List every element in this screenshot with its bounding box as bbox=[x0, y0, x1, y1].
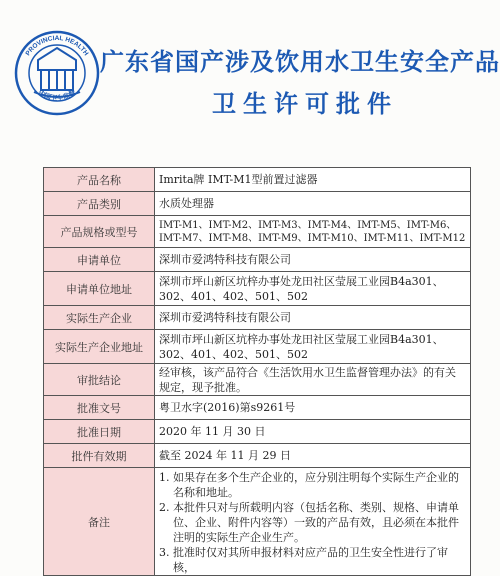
remark-item-2: 2. 本批件只对与所载明内容（包括名称、类别、规格、申请单位、企业、附件内容等）一致的产品有效，且必须在本批件注明的实际生产企业生产。 bbox=[159, 501, 459, 544]
table-row bbox=[44, 396, 471, 420]
label-applicant-address: 申请单位地址 bbox=[44, 272, 155, 306]
label-validity-period: 批件有效期 bbox=[44, 444, 155, 468]
value-product-category: 水质处理器 bbox=[155, 192, 471, 216]
value-approval-date: 2020 年 11 月 30 日 bbox=[155, 420, 471, 444]
label-manufacturer-address: 实际生产企业地址 bbox=[44, 330, 155, 364]
label-product-models: 产品规格或型号 bbox=[44, 216, 155, 248]
value-approval-number: 粤卫水字(2016)第s9261号 bbox=[155, 396, 471, 420]
svg-text:中国卫生监督: 中国卫生监督 bbox=[36, 88, 78, 103]
label-approval-number: 批准文号 bbox=[44, 396, 155, 420]
remark-item-3: 3. 批准时仅对其所申报材料对应产品的卫生安全性进行了审核， bbox=[159, 546, 448, 574]
label-product-category: 产品类别 bbox=[44, 192, 155, 216]
table-row bbox=[44, 192, 471, 216]
table-row bbox=[44, 420, 471, 444]
value-manufacturer: 深圳市爱鸿特科技有限公司 bbox=[155, 306, 471, 330]
table-row bbox=[44, 272, 471, 306]
value-validity-period: 截至 2024 年 11 月 29 日 bbox=[155, 444, 471, 468]
value-product-models: IMT-M1、IMT-M2、IMT-M3、IMT-M4、IMT-M5、IMT-M6、IMT-M7、IMT-M8、IMT-M9、IMT-M10、IMT-M11、IMT-M12 bbox=[155, 216, 471, 248]
value-remarks bbox=[155, 468, 471, 576]
label-remarks: 备注 bbox=[44, 468, 155, 576]
table-row bbox=[44, 468, 471, 576]
table-row bbox=[44, 248, 471, 272]
value-applicant: 深圳市爱鸿特科技有限公司 bbox=[155, 248, 471, 272]
table-row bbox=[44, 306, 471, 330]
table-row bbox=[44, 330, 471, 364]
label-approval-conclusion: 审批结论 bbox=[44, 364, 155, 396]
value-approval-conclusion: 经审核，该产品符合《生活饮用水卫生监督管理办法》的有关规定，现予批准。 bbox=[155, 364, 471, 396]
table-row bbox=[44, 168, 471, 192]
label-manufacturer: 实际生产企业 bbox=[44, 306, 155, 330]
document-header bbox=[0, 0, 500, 160]
label-product-name: 产品名称 bbox=[44, 168, 155, 192]
value-manufacturer-address: 深圳市坪山新区坑梓办事处龙田社区莹展工业园B4a301、302、401、402、501、502 bbox=[155, 330, 471, 364]
table-row bbox=[44, 216, 471, 248]
value-applicant-address: 深圳市坪山新区坑梓办事处龙田社区莹展工业园B4a301、302、401、402、501、502 bbox=[155, 272, 471, 306]
label-applicant: 申请单位 bbox=[44, 248, 155, 272]
table-row bbox=[44, 364, 471, 396]
remark-item-1: 1. 如果存在多个生产企业的，应分别注明每个实际生产企业的名称和地址。 bbox=[159, 471, 459, 499]
value-product-name: Imrita牌 IMT-M1型前置过滤器 bbox=[155, 168, 471, 192]
table-row bbox=[44, 444, 471, 468]
label-approval-date: 批准日期 bbox=[44, 420, 155, 444]
svg-text:PROVINCIAL HEALTH: PROVINCIAL HEALTH bbox=[24, 34, 90, 58]
document-title: 广东省国产涉及饮用水卫生安全产品 bbox=[100, 47, 500, 76]
document-subtitle: 卫生许可批件 bbox=[212, 89, 398, 118]
remarks-list bbox=[159, 470, 466, 575]
permit-table bbox=[43, 167, 471, 576]
health-supervision-seal-icon bbox=[14, 30, 100, 116]
